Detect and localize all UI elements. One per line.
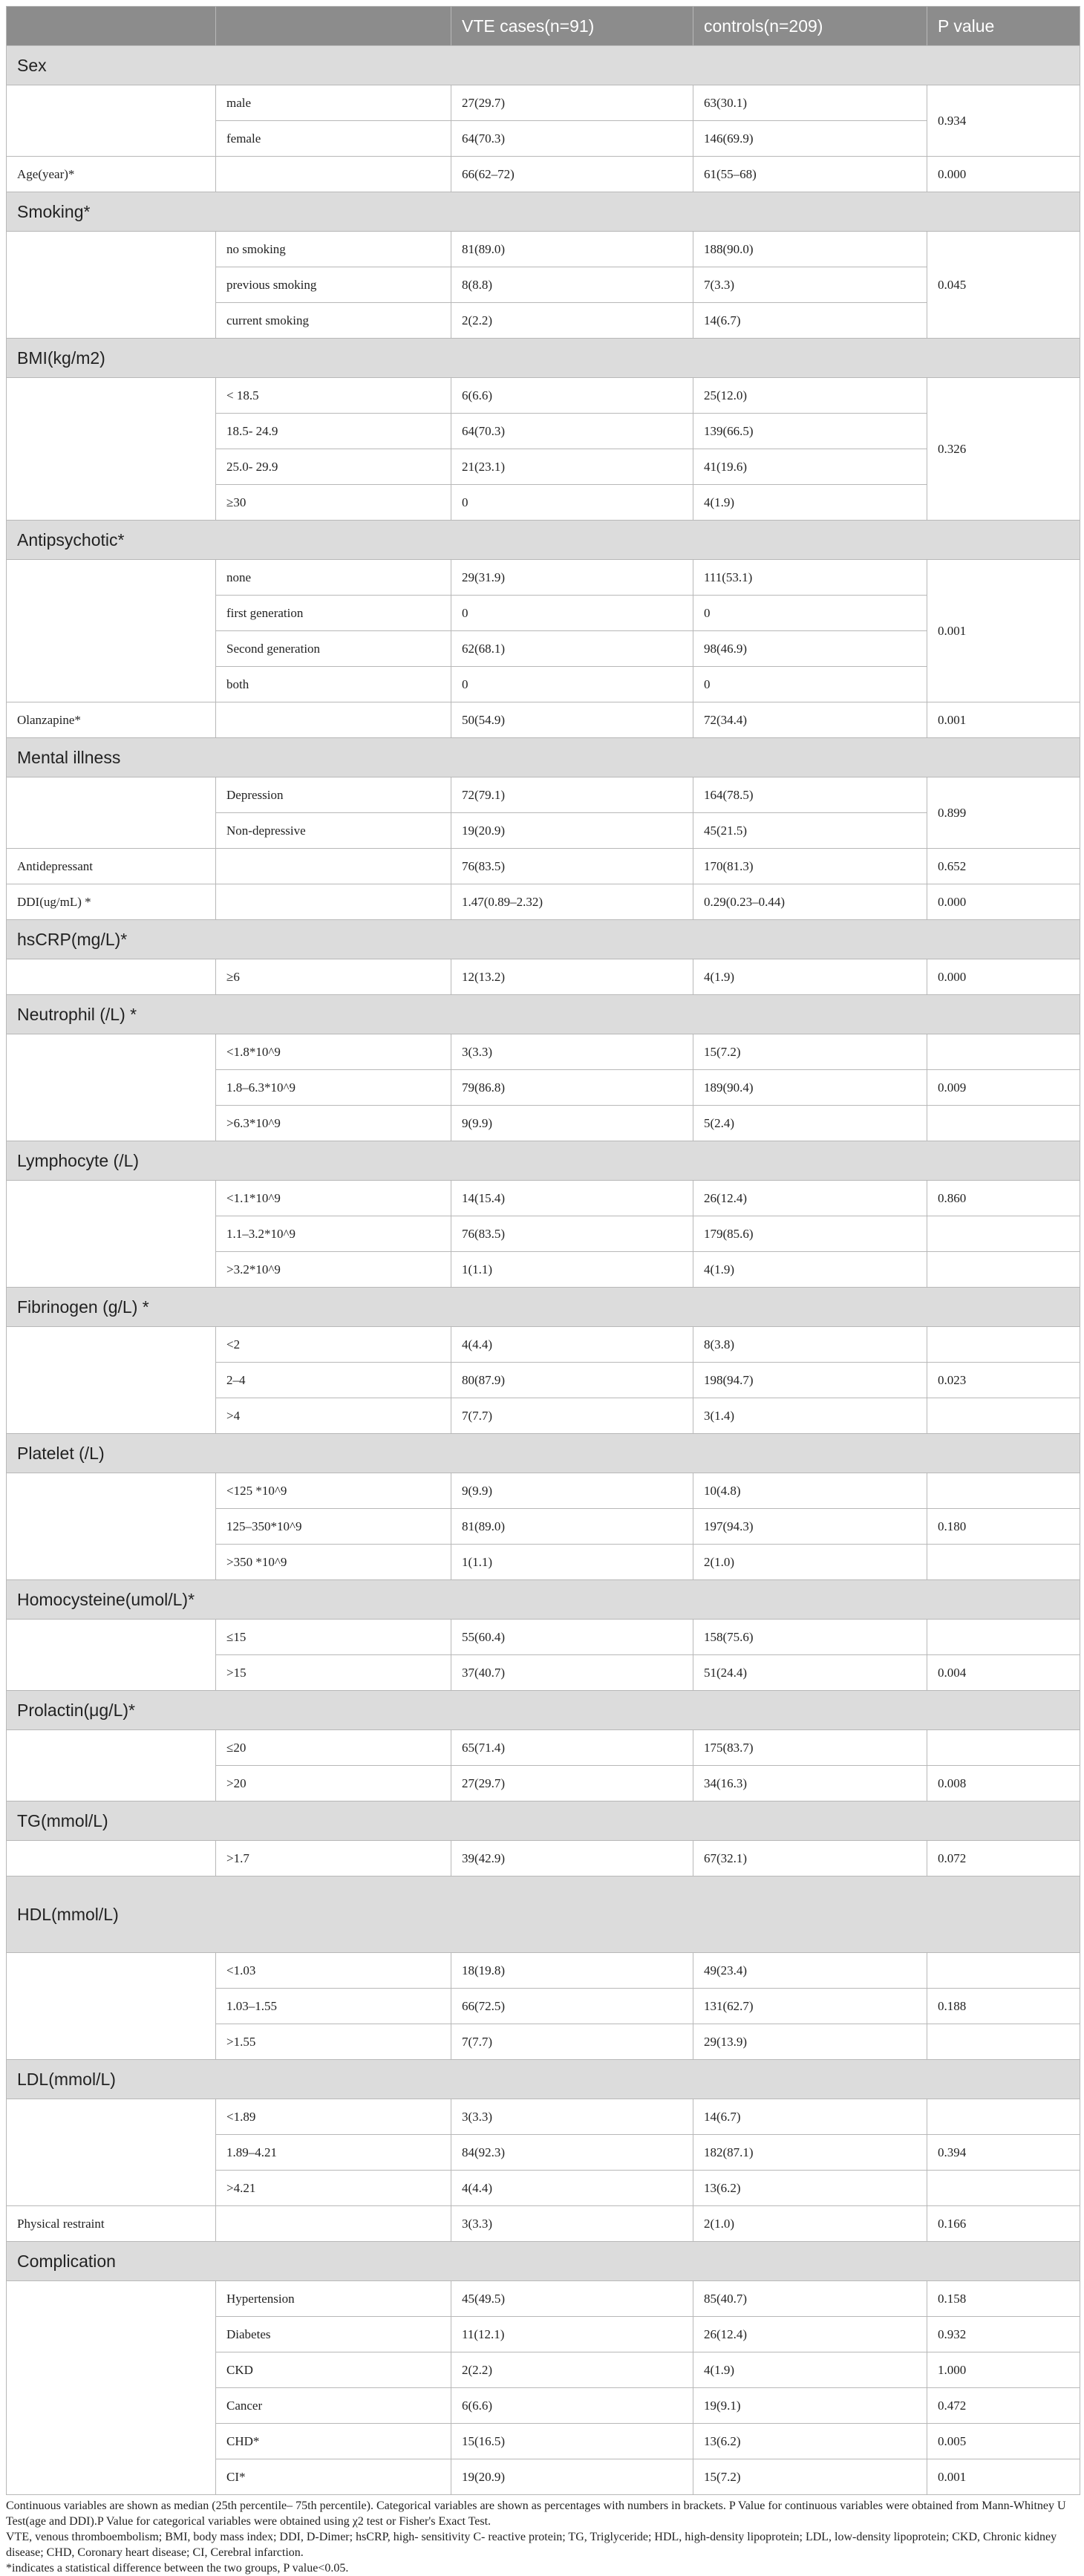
category-label: CKD xyxy=(216,2352,451,2388)
group-spacer xyxy=(7,378,216,521)
p-value xyxy=(927,2024,1080,2060)
vte-value: 64(70.3) xyxy=(451,121,693,157)
p-value xyxy=(927,1327,1080,1363)
category-label: 1.1–3.2*10^9 xyxy=(216,1216,451,1252)
table-header-row xyxy=(7,7,1080,46)
category-cell xyxy=(216,884,451,920)
control-value: 182(87.1) xyxy=(693,2135,927,2171)
category-label: < 18.5 xyxy=(216,378,451,414)
category-cell xyxy=(216,849,451,884)
category-label: both xyxy=(216,667,451,702)
p-value: 0.166 xyxy=(927,2206,1080,2242)
table-row xyxy=(7,2281,1080,2317)
vte-value: 66(72.5) xyxy=(451,1989,693,2024)
group-spacer xyxy=(7,560,216,702)
group-spacer xyxy=(7,959,216,995)
category-label: ≥30 xyxy=(216,485,451,521)
section-header-row xyxy=(7,1801,1080,1841)
table-row xyxy=(7,232,1080,267)
section-header-row xyxy=(7,1876,1080,1953)
vte-value: 62(68.1) xyxy=(451,631,693,667)
category-label: 18.5- 24.9 xyxy=(216,414,451,449)
row-label: Antidepressant xyxy=(7,849,216,884)
control-value: 188(90.0) xyxy=(693,232,927,267)
control-value: 14(6.7) xyxy=(693,2099,927,2135)
vte-value: 66(62–72) xyxy=(451,157,693,192)
section-label: Lymphocyte (/L) xyxy=(7,1141,1080,1181)
section-label: Fibrinogen (g/L) * xyxy=(7,1288,1080,1327)
control-value: 2(1.0) xyxy=(693,1545,927,1580)
category-label: >15 xyxy=(216,1655,451,1691)
group-spacer xyxy=(7,2099,216,2206)
vte-value: 4(4.4) xyxy=(451,2171,693,2206)
header-controls: controls(n=209) xyxy=(693,7,927,46)
vte-value: 18(19.8) xyxy=(451,1953,693,1989)
row-label: Age(year)* xyxy=(7,157,216,192)
control-value: 98(46.9) xyxy=(693,631,927,667)
p-value xyxy=(927,2171,1080,2206)
category-label: >1.7 xyxy=(216,1841,451,1876)
table-row xyxy=(7,1327,1080,1363)
category-label: female xyxy=(216,121,451,157)
vte-value: 11(12.1) xyxy=(451,2317,693,2352)
control-value: 2(1.0) xyxy=(693,2206,927,2242)
control-value: 164(78.5) xyxy=(693,777,927,813)
table-row xyxy=(7,1730,1080,1766)
control-value: 63(30.1) xyxy=(693,85,927,121)
p-value: 0.005 xyxy=(927,2424,1080,2459)
group-spacer xyxy=(7,1473,216,1580)
vte-value: 3(3.3) xyxy=(451,1034,693,1070)
category-label: Cancer xyxy=(216,2388,451,2424)
control-value: 51(24.4) xyxy=(693,1655,927,1691)
table-body xyxy=(7,46,1080,2495)
control-value: 198(94.7) xyxy=(693,1363,927,1398)
category-label: 2–4 xyxy=(216,1363,451,1398)
vte-value: 1(1.1) xyxy=(451,1545,693,1580)
table-row xyxy=(7,959,1080,995)
control-value: 5(2.4) xyxy=(693,1106,927,1141)
category-label: Depression xyxy=(216,777,451,813)
category-label: male xyxy=(216,85,451,121)
control-value: 0 xyxy=(693,596,927,631)
control-value: 13(6.2) xyxy=(693,2424,927,2459)
table-row xyxy=(7,2099,1080,2135)
p-value xyxy=(927,1953,1080,1989)
control-value: 15(7.2) xyxy=(693,1034,927,1070)
section-header-row xyxy=(7,1434,1080,1473)
category-label: >4.21 xyxy=(216,2171,451,2206)
category-cell xyxy=(216,2206,451,2242)
table-row xyxy=(7,1953,1080,1989)
vte-value: 3(3.3) xyxy=(451,2099,693,2135)
p-value: 0.045 xyxy=(927,232,1080,339)
table-row xyxy=(7,777,1080,813)
table-row xyxy=(7,884,1080,920)
control-value: 170(81.3) xyxy=(693,849,927,884)
category-label: Non-depressive xyxy=(216,813,451,849)
control-value: 14(6.7) xyxy=(693,303,927,339)
section-header-row xyxy=(7,1288,1080,1327)
control-value: 34(16.3) xyxy=(693,1766,927,1801)
p-value: 0.394 xyxy=(927,2135,1080,2171)
header-vte-cases: VTE cases(n=91) xyxy=(451,7,693,46)
section-label: Platelet (/L) xyxy=(7,1434,1080,1473)
table-row xyxy=(7,849,1080,884)
table-row xyxy=(7,1181,1080,1216)
control-value: 19(9.1) xyxy=(693,2388,927,2424)
p-value: 0.001 xyxy=(927,2459,1080,2495)
control-value: 175(83.7) xyxy=(693,1730,927,1766)
vte-value: 12(13.2) xyxy=(451,959,693,995)
section-label: Sex xyxy=(7,46,1080,85)
p-value: 0.004 xyxy=(927,1655,1080,1691)
vte-value: 1.47(0.89–2.32) xyxy=(451,884,693,920)
control-value: 8(3.8) xyxy=(693,1327,927,1363)
category-label: 1.89–4.21 xyxy=(216,2135,451,2171)
control-value: 131(62.7) xyxy=(693,1989,927,2024)
vte-value: 15(16.5) xyxy=(451,2424,693,2459)
section-header-row xyxy=(7,920,1080,959)
p-value: 0.001 xyxy=(927,702,1080,738)
control-value: 111(53.1) xyxy=(693,560,927,596)
section-header-row xyxy=(7,2242,1080,2281)
category-cell xyxy=(216,157,451,192)
vte-value: 0 xyxy=(451,596,693,631)
section-label: hsCRP(mg/L)* xyxy=(7,920,1080,959)
p-value xyxy=(927,1106,1080,1141)
p-value xyxy=(927,1216,1080,1252)
control-value: 7(3.3) xyxy=(693,267,927,303)
vte-value: 80(87.9) xyxy=(451,1363,693,1398)
control-value: 49(23.4) xyxy=(693,1953,927,1989)
vte-value: 37(40.7) xyxy=(451,1655,693,1691)
section-label: LDL(mmol/L) xyxy=(7,2060,1080,2099)
vte-value: 0 xyxy=(451,485,693,521)
group-spacer xyxy=(7,777,216,849)
control-value: 158(75.6) xyxy=(693,1620,927,1655)
p-value: 0.001 xyxy=(927,560,1080,702)
group-spacer xyxy=(7,1730,216,1801)
p-value xyxy=(927,1252,1080,1288)
control-value: 0 xyxy=(693,667,927,702)
vte-value: 39(42.9) xyxy=(451,1841,693,1876)
row-label: Olanzapine* xyxy=(7,702,216,738)
table-footnotes xyxy=(6,2498,1080,2576)
footnote: *indicates a statistical difference between the two groups, P value<0.05. xyxy=(6,2562,349,2575)
category-label: >4 xyxy=(216,1398,451,1434)
p-value: 0.932 xyxy=(927,2317,1080,2352)
section-label: Neutrophil (/L) * xyxy=(7,995,1080,1034)
vte-value: 84(92.3) xyxy=(451,2135,693,2171)
control-value: 72(34.4) xyxy=(693,702,927,738)
p-value: 0.000 xyxy=(927,884,1080,920)
category-label: >6.3*10^9 xyxy=(216,1106,451,1141)
group-spacer xyxy=(7,1620,216,1691)
section-label: Mental illness xyxy=(7,738,1080,777)
vte-value: 55(60.4) xyxy=(451,1620,693,1655)
section-header-row xyxy=(7,2060,1080,2099)
p-value xyxy=(927,1473,1080,1509)
category-label: Hypertension xyxy=(216,2281,451,2317)
vte-value: 2(2.2) xyxy=(451,303,693,339)
p-value xyxy=(927,2099,1080,2135)
category-cell xyxy=(216,702,451,738)
control-value: 179(85.6) xyxy=(693,1216,927,1252)
vte-value: 3(3.3) xyxy=(451,2206,693,2242)
group-spacer xyxy=(7,1181,216,1288)
control-value: 13(6.2) xyxy=(693,2171,927,2206)
category-label: 1.8–6.3*10^9 xyxy=(216,1070,451,1106)
section-label: TG(mmol/L) xyxy=(7,1801,1080,1841)
p-value: 0.652 xyxy=(927,849,1080,884)
control-value: 146(69.9) xyxy=(693,121,927,157)
control-value: 189(90.4) xyxy=(693,1070,927,1106)
section-header-row xyxy=(7,1141,1080,1181)
table-row xyxy=(7,2206,1080,2242)
vte-value: 81(89.0) xyxy=(451,232,693,267)
table-row xyxy=(7,1034,1080,1070)
control-value: 4(1.9) xyxy=(693,1252,927,1288)
table-row xyxy=(7,560,1080,596)
footnote: VTE, venous thromboembolism; BMI, body mass index; DDI, D-Dimer; hsCRP, high- sensitivity C- reactive protein; TG, Triglyceride; HDL, high-density lipoprotein; LDL, low-density lipoprotein; CKD, Chronic kidney disease; CHD, Coronary heart disease; CI, Cerebral infarction. xyxy=(6,2531,1057,2559)
category-label: <1.1*10^9 xyxy=(216,1181,451,1216)
section-header-row xyxy=(7,192,1080,232)
control-value: 41(19.6) xyxy=(693,449,927,485)
group-spacer xyxy=(7,2281,216,2495)
control-value: 61(55–68) xyxy=(693,157,927,192)
p-value: 0.009 xyxy=(927,1070,1080,1106)
p-value: 0.326 xyxy=(927,378,1080,521)
p-value xyxy=(927,1730,1080,1766)
section-header-row xyxy=(7,1691,1080,1730)
section-header-row xyxy=(7,1580,1080,1620)
category-label: Diabetes xyxy=(216,2317,451,2352)
table-row xyxy=(7,157,1080,192)
table-row xyxy=(7,1473,1080,1509)
category-label: previous smoking xyxy=(216,267,451,303)
section-label: Smoking* xyxy=(7,192,1080,232)
vte-value: 27(29.7) xyxy=(451,85,693,121)
control-value: 25(12.0) xyxy=(693,378,927,414)
vte-value: 65(71.4) xyxy=(451,1730,693,1766)
vte-value: 7(7.7) xyxy=(451,1398,693,1434)
p-value xyxy=(927,1398,1080,1434)
category-label: 25.0- 29.9 xyxy=(216,449,451,485)
control-value: 26(12.4) xyxy=(693,1181,927,1216)
group-spacer xyxy=(7,1841,216,1876)
category-label: CI* xyxy=(216,2459,451,2495)
vte-value: 0 xyxy=(451,667,693,702)
category-label: Second generation xyxy=(216,631,451,667)
row-label: Physical restraint xyxy=(7,2206,216,2242)
vte-value: 50(54.9) xyxy=(451,702,693,738)
vte-value: 8(8.8) xyxy=(451,267,693,303)
vte-value: 14(15.4) xyxy=(451,1181,693,1216)
vte-characteristics-table xyxy=(6,6,1080,2495)
control-value: 4(1.9) xyxy=(693,485,927,521)
group-spacer xyxy=(7,1327,216,1434)
section-label: Antipsychotic* xyxy=(7,521,1080,560)
control-value: 197(94.3) xyxy=(693,1509,927,1545)
footnote: Continuous variables are shown as median (25th percentile– 75th percentile). Categorical variables are shown as percentages with numbers in brackets. P Value for continuous variables were obtained from Mann-Whitney U Test(age and DDI).P Value for categorical variables were obtained using χ2 test or Fisher's Exact Test. xyxy=(6,2500,1066,2528)
p-value: 0.000 xyxy=(927,959,1080,995)
p-value xyxy=(927,1545,1080,1580)
category-label: none xyxy=(216,560,451,596)
section-header-row xyxy=(7,46,1080,85)
category-label: >350 *10^9 xyxy=(216,1545,451,1580)
p-value xyxy=(927,1620,1080,1655)
vte-value: 6(6.6) xyxy=(451,378,693,414)
vte-value: 27(29.7) xyxy=(451,1766,693,1801)
category-label: >20 xyxy=(216,1766,451,1801)
p-value: 0.860 xyxy=(927,1181,1080,1216)
category-label: current smoking xyxy=(216,303,451,339)
category-label: no smoking xyxy=(216,232,451,267)
p-value: 0.008 xyxy=(927,1766,1080,1801)
vte-value: 64(70.3) xyxy=(451,414,693,449)
category-label: 1.03–1.55 xyxy=(216,1989,451,2024)
control-value: 4(1.9) xyxy=(693,2352,927,2388)
header-cell xyxy=(7,7,216,46)
control-value: 139(66.5) xyxy=(693,414,927,449)
vte-value: 4(4.4) xyxy=(451,1327,693,1363)
category-label: <1.03 xyxy=(216,1953,451,1989)
vte-value: 7(7.7) xyxy=(451,2024,693,2060)
p-value: 0.023 xyxy=(927,1363,1080,1398)
p-value: 0.072 xyxy=(927,1841,1080,1876)
section-header-row xyxy=(7,339,1080,378)
header-cell xyxy=(216,7,451,46)
table-row xyxy=(7,378,1080,414)
control-value: 0.29(0.23–0.44) xyxy=(693,884,927,920)
p-value xyxy=(927,1034,1080,1070)
category-label: ≤15 xyxy=(216,1620,451,1655)
section-header-row xyxy=(7,995,1080,1034)
group-spacer xyxy=(7,1953,216,2060)
table-row xyxy=(7,85,1080,121)
table-row xyxy=(7,702,1080,738)
category-label: <1.8*10^9 xyxy=(216,1034,451,1070)
vte-value: 19(20.9) xyxy=(451,813,693,849)
control-value: 10(4.8) xyxy=(693,1473,927,1509)
group-spacer xyxy=(7,85,216,157)
control-value: 15(7.2) xyxy=(693,2459,927,2495)
vte-value: 6(6.6) xyxy=(451,2388,693,2424)
p-value: 0.472 xyxy=(927,2388,1080,2424)
header-p-value: P value xyxy=(927,7,1080,46)
control-value: 67(32.1) xyxy=(693,1841,927,1876)
p-value: 0.934 xyxy=(927,85,1080,157)
row-label: DDI(ug/mL) * xyxy=(7,884,216,920)
control-value: 4(1.9) xyxy=(693,959,927,995)
category-label: <125 *10^9 xyxy=(216,1473,451,1509)
category-label: ≤20 xyxy=(216,1730,451,1766)
group-spacer xyxy=(7,1034,216,1141)
section-header-row xyxy=(7,738,1080,777)
section-label: Complication xyxy=(7,2242,1080,2281)
category-label: <1.89 xyxy=(216,2099,451,2135)
category-label: CHD* xyxy=(216,2424,451,2459)
control-value: 29(13.9) xyxy=(693,2024,927,2060)
control-value: 26(12.4) xyxy=(693,2317,927,2352)
section-label: Homocysteine(umol/L)* xyxy=(7,1580,1080,1620)
p-value: 0.188 xyxy=(927,1989,1080,2024)
vte-value: 21(23.1) xyxy=(451,449,693,485)
category-label: >1.55 xyxy=(216,2024,451,2060)
vte-value: 81(89.0) xyxy=(451,1509,693,1545)
control-value: 85(40.7) xyxy=(693,2281,927,2317)
vte-value: 19(20.9) xyxy=(451,2459,693,2495)
section-label: BMI(kg/m2) xyxy=(7,339,1080,378)
section-header-row xyxy=(7,521,1080,560)
category-label: >3.2*10^9 xyxy=(216,1252,451,1288)
vte-value: 2(2.2) xyxy=(451,2352,693,2388)
table-row xyxy=(7,1620,1080,1655)
vte-value: 76(83.5) xyxy=(451,849,693,884)
document-page xyxy=(6,6,1080,2576)
p-value: 0.899 xyxy=(927,777,1080,849)
control-value: 45(21.5) xyxy=(693,813,927,849)
section-label: HDL(mmol/L) xyxy=(7,1876,1080,1953)
vte-value: 79(86.8) xyxy=(451,1070,693,1106)
category-label: ≥6 xyxy=(216,959,451,995)
p-value: 0.158 xyxy=(927,2281,1080,2317)
category-label: <2 xyxy=(216,1327,451,1363)
vte-value: 29(31.9) xyxy=(451,560,693,596)
p-value: 0.000 xyxy=(927,157,1080,192)
vte-value: 45(49.5) xyxy=(451,2281,693,2317)
vte-value: 76(83.5) xyxy=(451,1216,693,1252)
section-label: Prolactin(μg/L)* xyxy=(7,1691,1080,1730)
group-spacer xyxy=(7,232,216,339)
p-value: 0.180 xyxy=(927,1509,1080,1545)
category-label: first generation xyxy=(216,596,451,631)
vte-value: 9(9.9) xyxy=(451,1106,693,1141)
vte-value: 9(9.9) xyxy=(451,1473,693,1509)
category-label: 125–350*10^9 xyxy=(216,1509,451,1545)
vte-value: 1(1.1) xyxy=(451,1252,693,1288)
vte-value: 72(79.1) xyxy=(451,777,693,813)
control-value: 3(1.4) xyxy=(693,1398,927,1434)
p-value: 1.000 xyxy=(927,2352,1080,2388)
table-row xyxy=(7,1841,1080,1876)
